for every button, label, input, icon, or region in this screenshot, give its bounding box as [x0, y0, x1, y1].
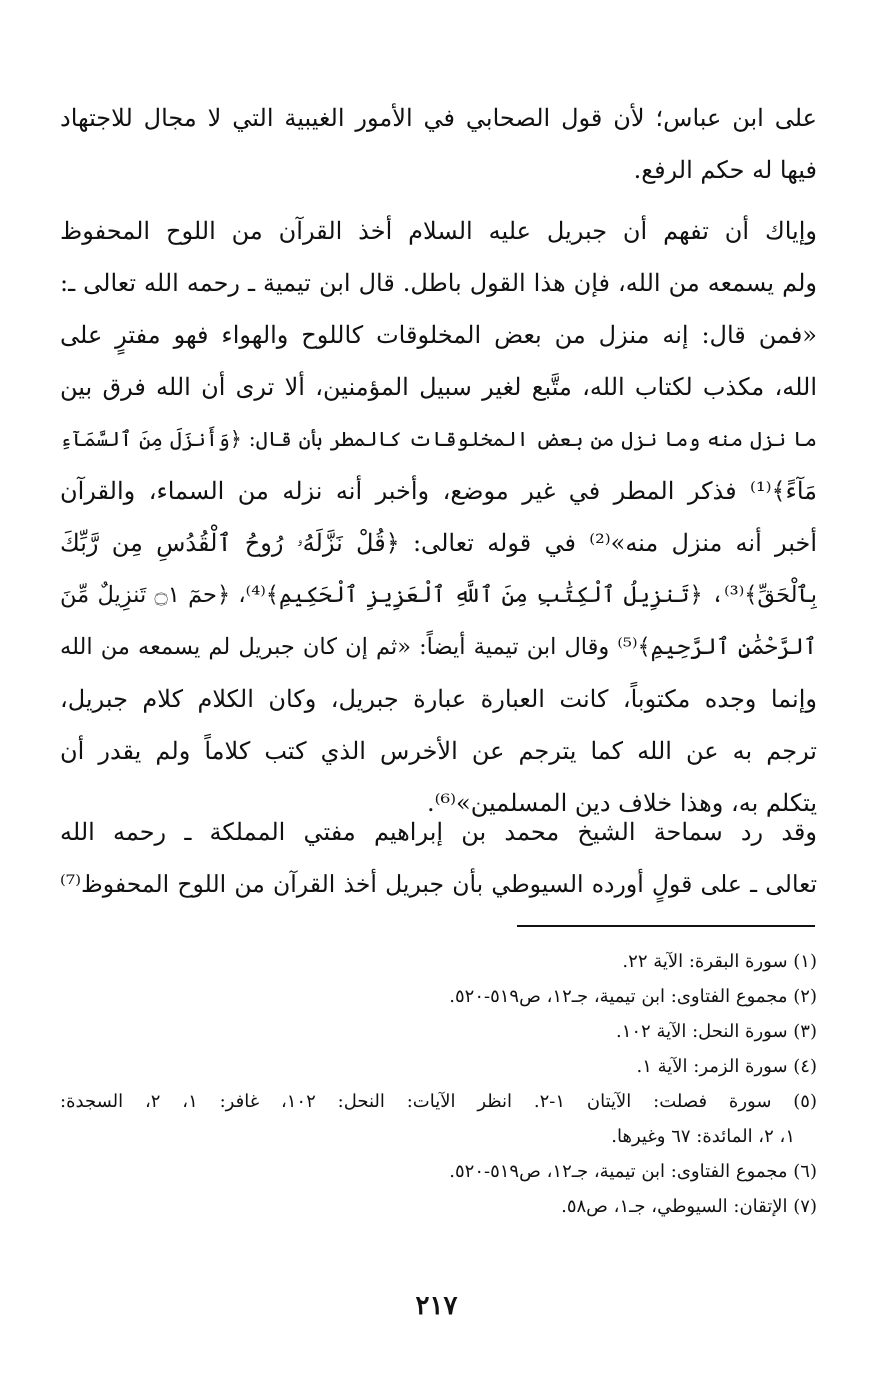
footnote-6: (٦) مجموع الفتاوى: ابن تيمية، جـ١٢، ص٥١٩-٥٢٠. — [449, 1161, 817, 1182]
footnote-4: (٤) سورة الزمر: الآية ١. — [636, 1056, 817, 1077]
text-line: على ابن عباس؛ لأن قول الصحابي في الأمور الغيبية التي لا مجال للاجتهاد — [60, 104, 817, 132]
footnote-1: (١) سورة البقرة: الآية ٢٢. — [622, 951, 817, 972]
paragraph-1 — [60, 92, 817, 196]
quran-verse-line: بِٱلْحَقِّ﴾⁽³⁾، ﴿تَنزِيلُ ٱلْكِتَٰبِ مِنَ ٱللَّهِ ٱلْعَزِيزِ ٱلْحَكِيمِ﴾⁽⁴⁾، ﴿حمٓ ۝١ تَنزِيلٌ مِّنَ — [60, 582, 817, 608]
text-line: تعالى ـ على قولٍ أورده السيوطي بأن جبريل أخذ القرآن من اللوح المحفوظ⁽⁷⁾ — [60, 870, 817, 898]
quran-verse-line: ٱلرَّحْمَٰنِ ٱلرَّحِيمِ﴾⁽⁵⁾ وقال ابن تيمية أيضاً: «ثم إن كان جبريل لم يسمعه من الله — [60, 634, 817, 660]
text-line: مَآءً﴾⁽¹⁾ فذكر المطر في غير موضع، وأخبر أنه نزله من السماء، والقرآن — [60, 477, 817, 505]
paragraph-3 — [60, 806, 817, 910]
text-line: «فمن قال: إنه منزل من بعض المخلوقات كاللوح والهواء فهو مفترٍ على — [60, 321, 817, 349]
page-number: ٢١٧ — [415, 1291, 458, 1321]
footnote-separator — [517, 925, 815, 927]
text-line: ترجم به عن الله كما يترجم عن الأخرس الذي كتب كلاماً ولم يقدر أن — [60, 737, 817, 765]
paragraph-2 — [60, 205, 817, 829]
text-line: فيها له حكم الرفع. — [633, 156, 817, 184]
text-line: يتكلم به، وهذا خلاف دين المسلمين»⁽⁶⁾. — [426, 789, 817, 817]
quran-verse-line: ما نزل منه وما نزل من بعض المخلوقات كالمطر بأن قال: ﴿وَأَنزَلَ مِنَ ٱلسَّمَآءِ — [60, 427, 817, 451]
footnote-5: (٥) سورة فصلت: الآيتان ١-٢. انظر الآيات: النحل: ١٠٢، غافر: ١، ٢، السجدة: — [60, 1091, 817, 1112]
footnote-7: (٧) الإتقان: السيوطي، جـ١، ص٥٨. — [561, 1196, 817, 1217]
text-line: وقد رد سماحة الشيخ محمد بن إبراهيم مفتي المملكة ـ رحمه الله — [60, 818, 817, 846]
footnote-5-continued: ١، ٢، المائدة: ٦٧ وغيرها. — [611, 1126, 795, 1147]
footnotes — [60, 944, 817, 1224]
text-line: وإنما وجده مكتوباً، كانت العبارة عبارة جبريل، وكان الكلام كلام جبريل، — [60, 685, 817, 713]
footnote-2: (٢) مجموع الفتاوى: ابن تيمية، جـ١٢، ص٥١٩-٥٢٠. — [449, 986, 817, 1007]
text-line: الله، مكذب لكتاب الله، متَّبع لغير سبيل المؤمنين، ألا ترى أن الله فرق بين — [60, 373, 817, 401]
text-line: ولم يسمعه من الله، فإن هذا القول باطل. قال ابن تيمية ـ رحمه الله تعالى ـ: — [60, 269, 817, 297]
text-line: وإياك أن تفهم أن جبريل عليه السلام أخذ القرآن من اللوح المحفوظ — [60, 217, 817, 245]
quran-verse-line: أخبر أنه منزل منه»⁽²⁾ في قوله تعالى: ﴿قُلْ نَزَّلَهُۥ رُوحُ ٱلْقُدُسِ مِن رَّبِّكَ — [60, 529, 817, 557]
footnote-3: (٣) سورة النحل: الآية ١٠٢. — [615, 1021, 817, 1042]
